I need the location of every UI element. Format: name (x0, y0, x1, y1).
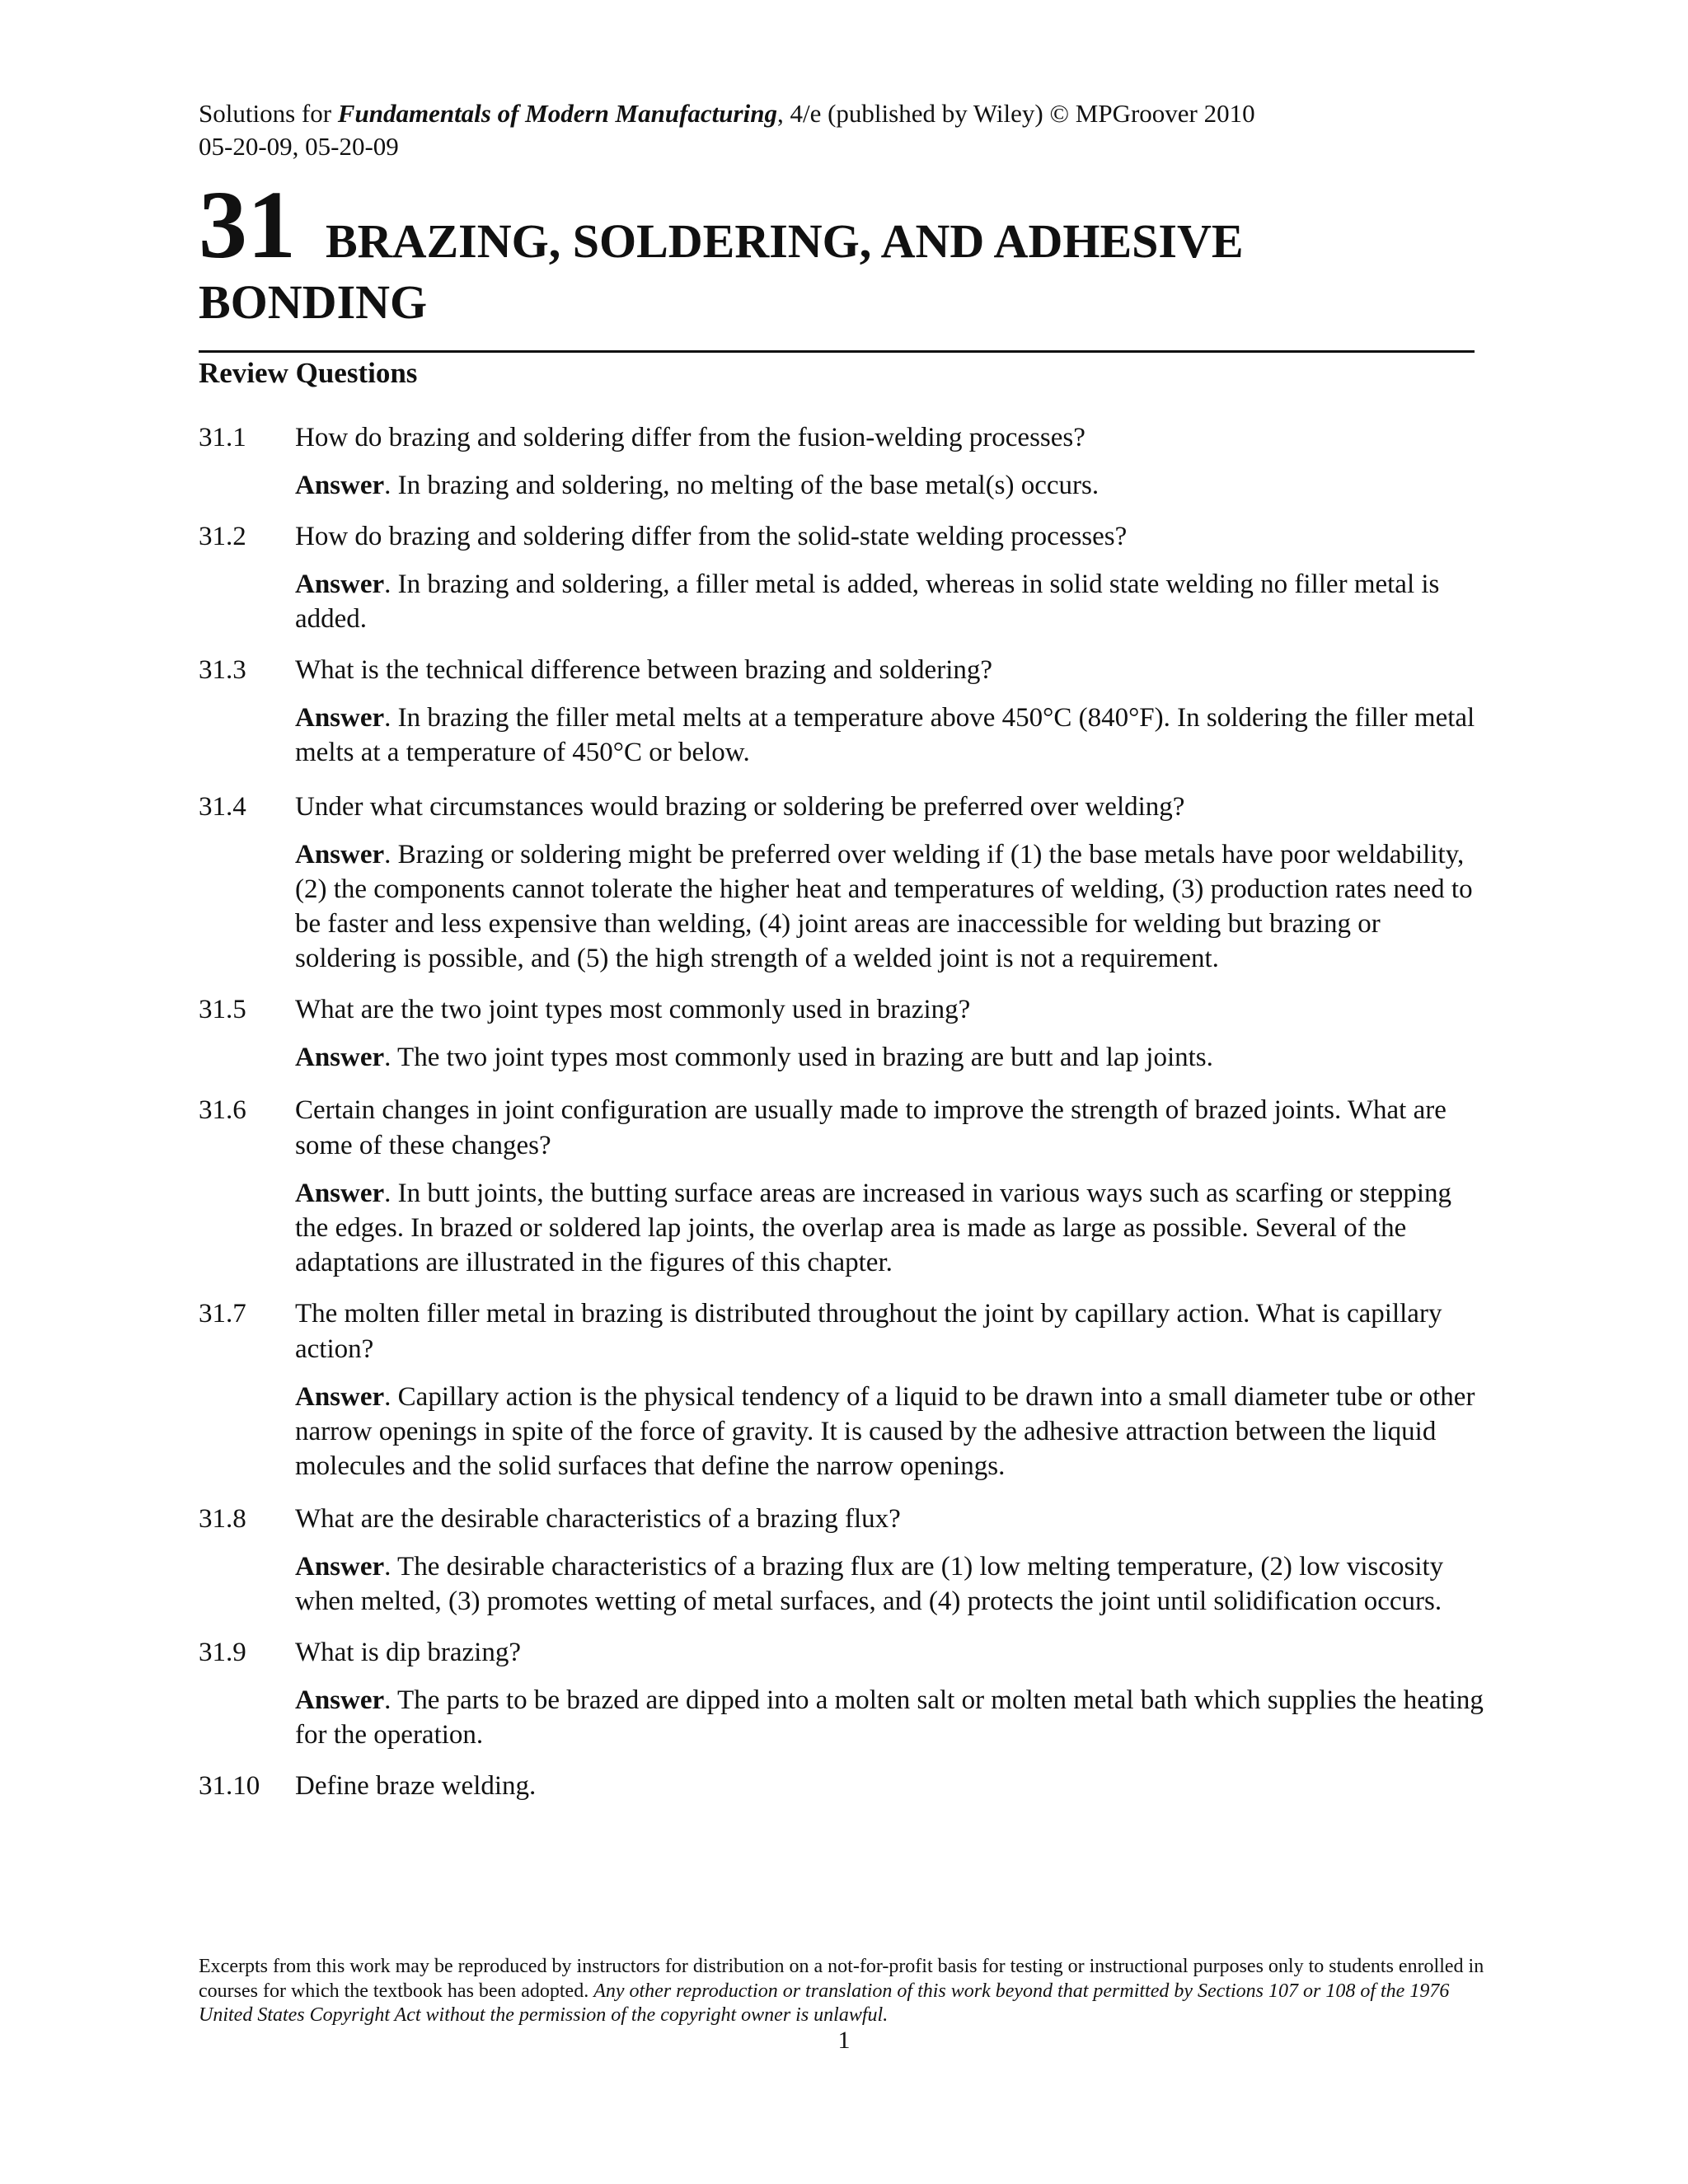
question-row (199, 1635, 1484, 1671)
question-item (199, 653, 1484, 770)
question-row (199, 1093, 1484, 1164)
section-heading: Review Questions (199, 357, 418, 389)
answer-label: Answer (295, 1552, 385, 1582)
question-row (199, 992, 1484, 1028)
answer-label: Answer (295, 840, 385, 869)
question-text: How do brazing and soldering differ from the fusion-welding processes? (295, 423, 1085, 452)
question-item (199, 790, 1484, 976)
answer-body: . In brazing and soldering, a filler metal is added, whereas in solid state welding no filler metal is added. (295, 569, 1440, 634)
chapter-heading (199, 171, 1484, 331)
question-text: Define braze welding. (295, 1771, 537, 1801)
header-prefix: Solutions for (199, 99, 338, 128)
chapter-title-line1: BRAZING, SOLDERING, AND ADHESIVE (326, 214, 1244, 268)
page-number: 1 (837, 2027, 851, 2054)
question-number: 31.2 (199, 522, 246, 551)
review-questions-list (199, 404, 1484, 1804)
footer-italic-text: Any other reproduction or translation of this work beyond that permitted by Sections 107 or 108 of the 1976 United States Copyright Act without the permission of the copyright owner is unlawful. (199, 1980, 1450, 2026)
question-number: 31.10 (199, 1771, 260, 1801)
question-text: Under what circumstances would brazing or soldering be preferred over welding? (295, 792, 1185, 822)
answer-text (199, 1683, 1484, 1752)
question-item (199, 1093, 1484, 1280)
question-row (199, 1502, 1484, 1537)
question-item (199, 519, 1484, 636)
question-number: 31.6 (199, 1095, 246, 1125)
header-credit-line (199, 97, 1255, 130)
question-item (199, 992, 1484, 1075)
answer-label: Answer (295, 471, 385, 500)
answer-label: Answer (295, 703, 385, 733)
answer-text (199, 701, 1484, 770)
answer-text (199, 468, 1484, 503)
question-item (199, 1502, 1484, 1619)
answer-label: Answer (295, 1179, 385, 1208)
question-text: The molten filler metal in brazing is distributed throughout the joint by capillary action. What is capillary action? (295, 1299, 1442, 1364)
answer-body: . The parts to be brazed are dipped into a molten salt or molten metal bath which supplies the heating for the operation. (295, 1685, 1484, 1750)
question-text: What is the technical difference between brazing and soldering? (295, 655, 993, 685)
question-number: 31.1 (199, 423, 246, 452)
question-item (199, 420, 1484, 503)
question-number: 31.8 (199, 1504, 246, 1534)
question-row (199, 420, 1484, 456)
footer-normal-text: Excerpts from this work may be reproduced by instructors for distribution on a not-for-profit basis for testing or instructional purposes only to students enrolled in courses for which the textbook has been adopted. (199, 1956, 1484, 2002)
question-text: Certain changes in joint configuration are usually made to improve the strength of brazed joints. What are some of these changes? (295, 1095, 1447, 1160)
question-text: What is dip brazing? (295, 1638, 521, 1667)
answer-label: Answer (295, 569, 385, 599)
question-row (199, 790, 1484, 825)
answer-text (199, 837, 1484, 976)
question-text: How do brazing and soldering differ from the solid-state welding processes? (295, 522, 1128, 551)
answer-body: . In butt joints, the butting surface areas are increased in various ways such as scarfing or stepping the edges. In brazed or soldered lap joints, the overlap area is made as large as possible. Several of the adaptations are illustrated in the figures of this chapter. (295, 1179, 1452, 1277)
answer-label: Answer (295, 1685, 385, 1715)
question-row (199, 1296, 1484, 1367)
question-row (199, 653, 1484, 688)
question-text: What are the two joint types most commonly used in brazing? (295, 995, 971, 1024)
copyright-footer (199, 1955, 1484, 2028)
question-row (199, 519, 1484, 555)
question-item (199, 1296, 1484, 1483)
answer-body: . Capillary action is the physical tendency of a liquid to be drawn into a small diameter tube or other narrow openings in spite of the force of gravity. It is caused by the adhesive attraction between the liquid molecules and the solid surfaces that define the narrow openings. (295, 1382, 1475, 1481)
answer-text (199, 1380, 1484, 1483)
question-number: 31.7 (199, 1299, 246, 1329)
answer-text (199, 1549, 1484, 1619)
question-row (199, 1769, 1484, 1804)
answer-body: . In brazing and soldering, no melting of the base metal(s) occurs. (384, 471, 1100, 500)
question-number: 31.4 (199, 792, 246, 822)
answer-body: . The two joint types most commonly used in brazing are butt and lap joints. (384, 1043, 1213, 1072)
answer-label: Answer (295, 1043, 385, 1072)
answer-text (199, 1040, 1484, 1075)
question-text: What are the desirable characteristics of a brazing flux? (295, 1504, 901, 1534)
question-item (199, 1635, 1484, 1752)
question-number: 31.9 (199, 1638, 246, 1667)
question-number: 31.5 (199, 995, 246, 1024)
chapter-number: 31 (199, 171, 296, 279)
chapter-title-line2: BONDING (199, 275, 428, 329)
header-suffix: , 4/e (published by Wiley) © MPGroover 2010 (776, 99, 1255, 128)
answer-label: Answer (295, 1382, 385, 1412)
answer-text (199, 567, 1484, 636)
answer-body: . Brazing or soldering might be preferred over welding if (1) the base metals have poor weldability, (2) the components cannot tolerate the higher heat and temperatures of welding, (3) production rates need to be faster and less expensive than welding, (4) joint areas are inaccessible for welding but brazing or soldering is possible, and (5) the high strength of a welded joint is not a requirement. (295, 840, 1473, 973)
question-number: 31.3 (199, 655, 246, 685)
header-dates: 05-20-09, 05-20-09 (199, 132, 399, 161)
header-book-title: Fundamentals of Modern Manufacturing (337, 99, 777, 128)
page-header (199, 97, 1255, 163)
answer-text (199, 1176, 1484, 1280)
question-item (199, 1769, 1484, 1804)
answer-body: . The desirable characteristics of a brazing flux are (1) low melting temperature, (2) low viscosity when melted, (3) promotes wetting of metal surfaces, and (4) protects the joint until solidification occurs. (295, 1552, 1444, 1616)
answer-body: . In brazing the filler metal melts at a temperature above 450°C (840°F). In soldering the filler metal melts at a temperature of 450°C or below. (295, 703, 1475, 767)
